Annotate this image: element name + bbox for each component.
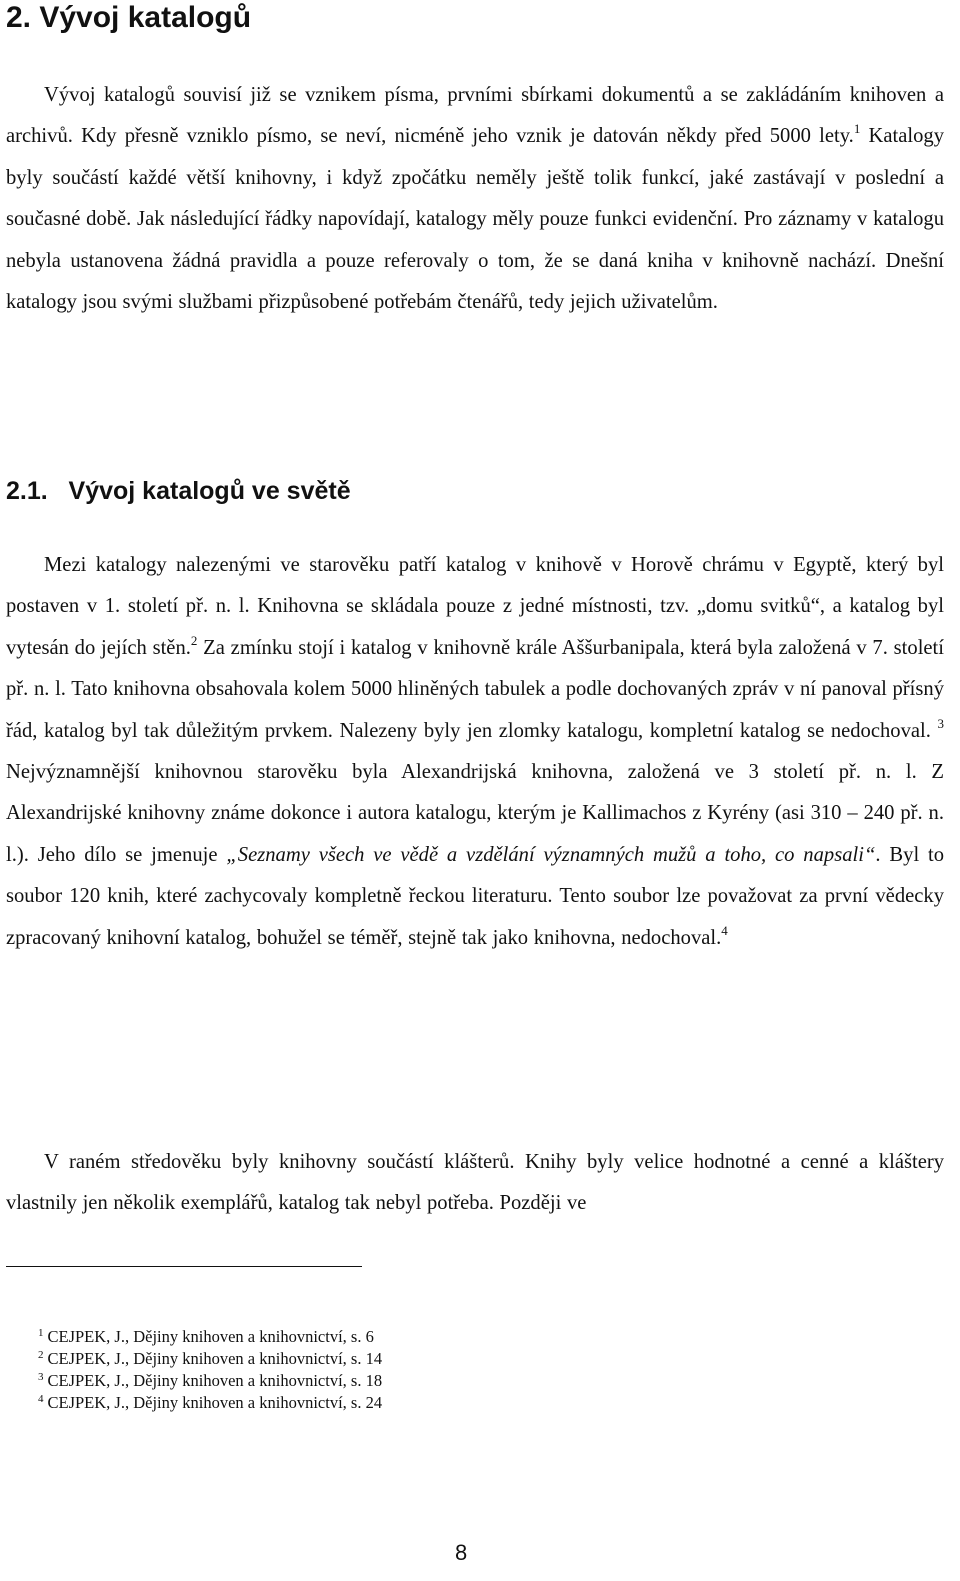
- paragraph-text: Za zmínku stojí i katalog v knihovně krále Aššurbanipala, která byla založená v 7. století př. n. l. Tato knihovna obsahovala kolem 5000 hliněných tabulek a podle dochovaných zpráv v ní panoval přísný řád, katalog byl tak důležitým prvkem. Nalezeny byly jen zlomky katalogu, kompletní katalog se nedochoval.: [6, 636, 944, 742]
- paragraph-text: Mezi katalogy nalezenými ve starověku patří katalog v knihově v Horově chrámu v Egyptě, který byl postaven v 1. století př. n. l. Knihovna se skládala pouze z jedné místnosti, tzv. „domu svitků“, a katalog byl vytesán do jejích stěn.: [6, 554, 944, 659]
- paragraph-ancient-catalogs: [6, 545, 944, 959]
- footnote-item: [38, 1348, 382, 1370]
- footnote-text: CEJPEK, J., Dějiny knihoven a knihovnictví, s. 18: [47, 1371, 383, 1390]
- paragraph-middle-ages: V raném středověku byly knihovny součástí klášterů. Knihy byly velice hodnotné a cenné a kláštery vlastnily jen několik exemplářů, katalog tak nebyl potřeba. Později ve: [6, 1151, 944, 1215]
- paragraph-intro: [6, 75, 944, 323]
- footnote-item: [38, 1326, 382, 1348]
- page-number: 8: [455, 1540, 468, 1565]
- section-heading: 2.1. Vývoj katalogů ve světě: [6, 477, 351, 505]
- paragraph-text: Nejvýznamnější knihovnou starověku byla Alexandrijská knihovna, založená ve 3 století př. n. l. Z Alexandrijské knihovny známe dokonce i autora katalogu, kterým je Kallimachos z Kyrény (asi 310 – 240 př. n. l.). Jeho dílo se jmenuje: [6, 761, 944, 866]
- footnote-ref: 1: [853, 121, 861, 137]
- footnote-number: 1: [38, 1327, 44, 1339]
- footnote-ref: 4: [721, 922, 728, 938]
- work-title-quote: „Seznamy všech ve vědě a vzdělání významných mužů a toho, co napsali“: [226, 843, 876, 866]
- paragraph-text: . Byl to soubor 120 knih, které zachycovaly kompletně řeckou literaturu. Tento soubor lze považovat za první vědecky zpracovaný knihovní katalog, bohužel se téměř, stejně tak jako knihovna, nedochoval.: [6, 843, 945, 949]
- footnote-number: 4: [38, 1393, 44, 1405]
- paragraph-text: Katalogy byly součástí každé větší knihovny, i když zpočátku neměly ještě tolik funkcí, jaké zastávají v poslední a současné době. Jak následující řádky napovídají, katalogy měly pouze funkci evidenční. Pro záznamy v katalogu nebyla ustanovena žádná pravidla a pouze referovaly o tom, že se daná kniha v knihovně nachází. Dnešní katalogy jsou svými službami přizpůsobené potřebám čtenářů, tedy jejich uživatelům.: [6, 125, 944, 314]
- footnote-text: CEJPEK, J., Dějiny knihoven a knihovnictví, s. 24: [47, 1393, 383, 1412]
- footnote-text: CEJPEK, J., Dějiny knihoven a knihovnictví, s. 14: [47, 1349, 383, 1368]
- footnote-separator: [6, 1266, 362, 1267]
- footnote-number: 2: [38, 1349, 44, 1361]
- footnote-list: [38, 1326, 382, 1414]
- footnote-ref: 3: [937, 715, 944, 731]
- footnote-ref: 2: [190, 632, 198, 648]
- chapter-heading: 2. Vývoj katalogů: [6, 1, 252, 34]
- footnote-text: CEJPEK, J., Dějiny knihoven a knihovnictví, s. 6: [47, 1327, 374, 1346]
- footnote-item: [38, 1370, 382, 1392]
- paragraph-text: Vývoj katalogů souvisí již se vznikem písma, prvními sbírkami dokumentů a se zakládáním knihoven a archivů. Kdy přesně vzniklo písmo, se neví, nicméně jeho vznik je datován někdy před 5000 lety.: [6, 84, 944, 148]
- footnote-item: [38, 1392, 382, 1414]
- footnote-number: 3: [38, 1371, 44, 1383]
